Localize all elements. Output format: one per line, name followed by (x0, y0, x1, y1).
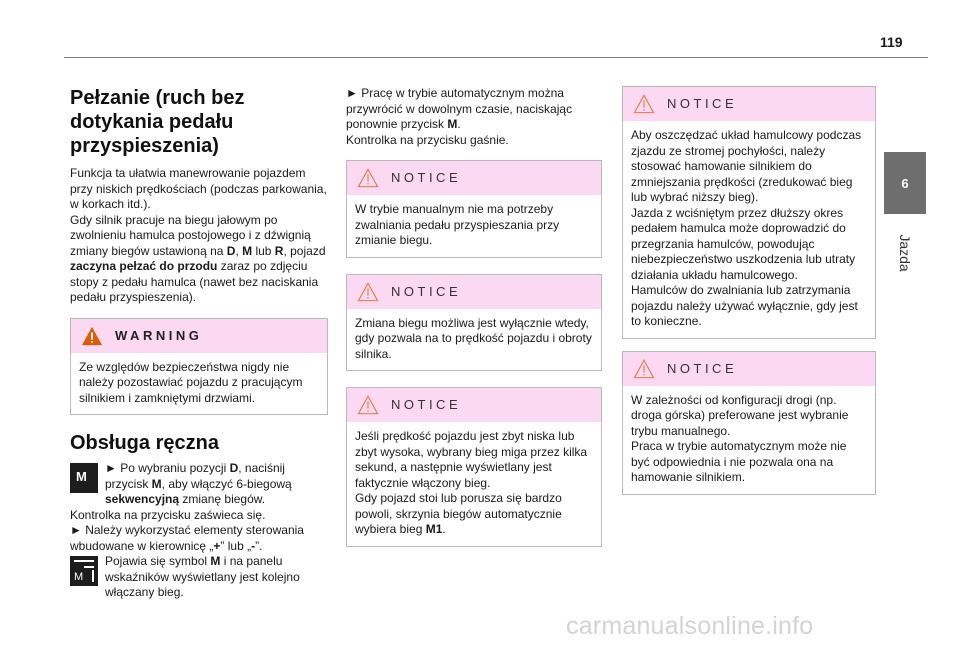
icon-bar (74, 560, 94, 562)
notice-triangle-icon (357, 395, 379, 415)
notice-label: NOTICE (667, 360, 738, 376)
text-run: zmianę biegów. (179, 492, 266, 506)
text-run: , pojazd (283, 243, 326, 258)
warning-body: Ze względów bezpieczeństwa nigdy nie należy pozostawiać pojazdu z pracującym silnikiem i zamkniętymi drzwiami. (79, 359, 303, 405)
creep-details (70, 213, 328, 306)
indicator-off-text: Kontrolka na przycisku gaśnie. (346, 132, 509, 147)
creep-intro: Funkcja ta ułatwia manewrowanie pojazdem przy niskich prędkościach (podczas parkowania, w korkach itd.). (70, 166, 327, 211)
text-run: ► Należy wykorzystać elementy sterowania wbudowane w kierownicę „ (70, 523, 304, 553)
manual-step-4 (70, 554, 328, 601)
section-heading-manual: Obsługa ręczna (70, 432, 219, 454)
text-run: ”. (255, 538, 263, 553)
notice-header (347, 161, 601, 195)
header-rule (64, 57, 928, 58)
text-run: , aby włączyć 6-biegową (161, 476, 292, 491)
text-run: + (213, 538, 221, 553)
column-2 (346, 86, 602, 547)
notice-box-3 (346, 387, 602, 547)
text-run: Gdy pojazd stoi lub porusza się bardzo powoli, skrzynia biegów automatycznie wybiera bieg (355, 491, 562, 536)
icon-bar (92, 570, 94, 582)
notice-body: Zmiana biegu możliwa jest wyłącznie wtedy, gdy pozwala na to prędkość pojazdu i obroty silnika. (355, 315, 592, 361)
notice-triangle-icon (357, 282, 379, 302)
text-run: - (251, 538, 256, 553)
notice-text: Jazda z wciśniętym przez dłuższy okres pedałem hamulca może doprowadzić do przegrzania hamulców, powodując niebezpieczeństwo uszkodzenia lub utraty działania układu hamulcowego. (631, 205, 856, 282)
notice-body (347, 422, 601, 546)
notice-text: Praca w trybie automatycznym może nie być odpowiednia i nie pozwala ona na hamowanie silnikiem. (631, 439, 847, 484)
m-button-icon (70, 463, 98, 493)
notice-header (347, 275, 601, 309)
text-run: sekwencyjną (105, 492, 180, 506)
warning-triangle-icon (81, 326, 103, 346)
column-3 (622, 86, 876, 495)
notice-label: NOTICE (667, 96, 738, 112)
chapter-tab[interactable] (884, 152, 926, 214)
watermark: carmanualsonline.info (566, 612, 814, 640)
page-number: 119 (880, 34, 903, 50)
notice-label: NOTICE (391, 397, 462, 413)
section-heading-creep: Pełzanie (ruch bez dotykania pedału przyspieszenia) (70, 87, 245, 157)
warning-label: WARNING (115, 327, 203, 343)
text-run: i na panelu wskaźników wyświetlany jest kolejno włączany bieg. (105, 554, 300, 599)
auto-restore-text (346, 86, 602, 133)
text-run: . (442, 522, 446, 536)
chapter-label (884, 218, 926, 288)
manual-text-4 (105, 554, 328, 601)
warning-box (70, 318, 328, 416)
manual-text-2: Kontrolka na przycisku zaświeca się. (70, 507, 266, 522)
notice-triangle-icon (633, 359, 655, 379)
notice-body (623, 386, 875, 494)
icon-letter: M (74, 571, 84, 583)
notice-text: Jeśli prędkość pojazdu jest zbyt niska lub zbyt wysoka, wybrany bieg miga przez kilka sekund, a następnie wyświetlany jest faktycznie włączony bieg. (355, 429, 588, 490)
icon-bar (84, 566, 94, 568)
notice-text: W zależności od konfiguracji drogi (np. droga górska) preferowane jest wybranie trybu manualnego. (631, 392, 849, 438)
notice-triangle-icon (357, 168, 379, 188)
notice-header (347, 388, 601, 422)
text-run: Pojawia się symbol (105, 554, 211, 568)
notice-text: Hamulców do zwalniania lub zatrzymania pojazdu należy używać wyłącznie, gdy jest to konieczne. (631, 283, 858, 328)
text-run: D (229, 461, 239, 475)
notice-body: W trybie manualnym nie ma potrzeby zwalniania pedału przyspieszania przy zmianie biegu. (355, 202, 560, 247)
text-run: ► Pracę w trybie automatycznym można przywrócić w dowolnym czasie, naciskając ponownie przycisk (346, 86, 573, 131)
text-run: M (242, 243, 253, 258)
text-run: lub (252, 243, 275, 258)
notice-label: NOTICE (391, 283, 462, 299)
column-1 (70, 86, 328, 601)
text-run: M (447, 117, 458, 131)
text-run: , naciśnij przycisk (105, 461, 285, 491)
notice-triangle-icon (633, 94, 655, 114)
text-run: . (457, 117, 461, 131)
notice-box-2 (346, 274, 602, 372)
text-run: ► Po wybraniu pozycji (105, 461, 230, 475)
notice-text (355, 491, 593, 538)
text-run: R (274, 243, 284, 258)
chapter-name: Jazda (897, 234, 913, 272)
gear-display-icon (70, 556, 98, 586)
warning-header (71, 319, 327, 353)
notice-box-1 (346, 160, 602, 258)
text-run: M (210, 554, 221, 568)
text-run: Gdy silnik pracuje na biegu jałowym po zwolnieniu hamulca postojowego i z dźwignią zmiany biegów ustawioną na (70, 212, 311, 258)
icon-letter: M (76, 469, 87, 484)
notice-label: NOTICE (391, 170, 462, 186)
manual-text-3 (70, 523, 328, 554)
text-run: M1 (425, 522, 443, 536)
text-run: , (235, 243, 243, 258)
notice-box-4 (622, 86, 876, 339)
manual-text-1 (105, 461, 328, 508)
manual-step-1 (70, 461, 328, 508)
text-run: ” lub „ (220, 538, 252, 553)
notice-header (623, 352, 875, 386)
chapter-tab-number: 6 (901, 175, 909, 191)
notice-text: Aby oszczędzać układ hamulcowy podczas zjazdu ze stromej pochyłości, należy stosować hamowanie silnikiem do zmniejszania prędkości (zredukować bieg lub wybrać niższy bieg). (631, 128, 862, 204)
text-run: zaczyna pełzać do przodu (70, 259, 218, 273)
text-run: zaraz po zdjęciu stopy z pedału hamulca (nawet bez naciskania pedału przyspieszenia). (70, 259, 319, 304)
notice-header (623, 87, 875, 121)
text-run: D (226, 243, 236, 258)
text-run: M (151, 476, 162, 491)
notice-box-5 (622, 351, 876, 495)
notice-body (623, 121, 875, 338)
